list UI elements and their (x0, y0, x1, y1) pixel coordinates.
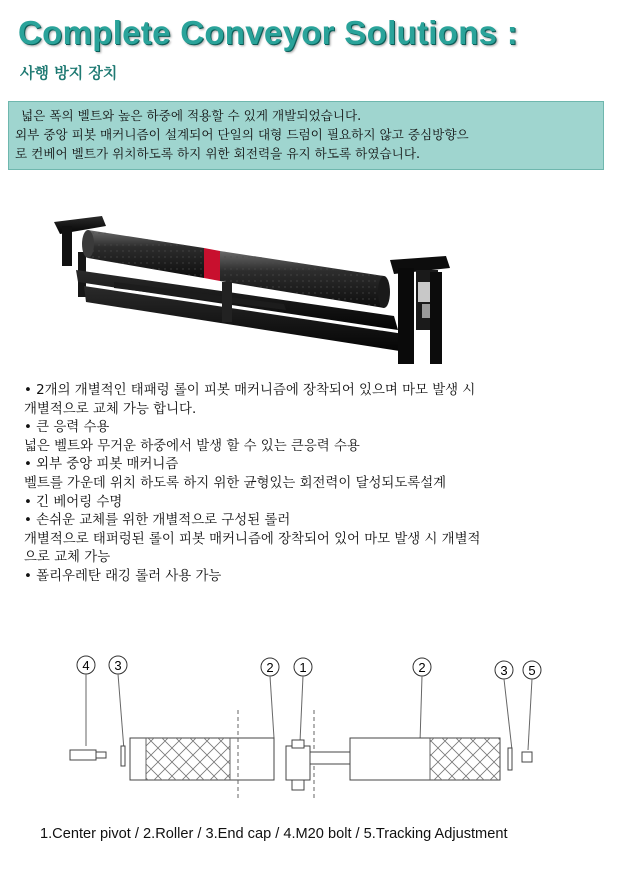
roller-center-band (204, 248, 220, 281)
pivot-post (222, 282, 232, 322)
feature-line: • 외부 중앙 피봇 매커니즘 (24, 457, 179, 473)
callout-2-left (261, 658, 279, 738)
callout-label: 5 (528, 663, 536, 678)
feature-line: 으로 교체 가능 (24, 550, 111, 566)
callout-5 (523, 661, 541, 750)
feature-line: • 큰 응력 수용 (24, 420, 110, 436)
feature-line: 개별적으로 태퍼렁된 롤이 피봇 매커니즘에 장착되어 있어 마모 발생 시 개별적 (24, 531, 481, 547)
feature-line: • 긴 베어링 수명 (24, 494, 123, 510)
page-subtitle: 사행 방지 장치 (20, 64, 118, 82)
callout-4 (77, 656, 95, 746)
end-cap-left (121, 746, 125, 766)
callout-label: 2 (266, 660, 274, 675)
roller-right (350, 738, 500, 780)
callout-3-left (109, 656, 127, 750)
callout-label: 4 (82, 658, 90, 673)
callout-label: 3 (114, 658, 122, 673)
feature-line: • 폴리우레탄 래깅 롤러 사용 가능 (24, 568, 222, 584)
m20-bolt (70, 750, 96, 760)
center-pivot (286, 740, 310, 790)
callout-3-right (495, 661, 513, 750)
roller-left (130, 738, 274, 780)
callout-2-right (413, 658, 431, 742)
callout-label: 2 (418, 660, 426, 675)
right-bracket (390, 256, 450, 364)
feature-line: 넓은 벨트와 무거운 하중에서 발생 할 수 있는 큰응력 수용 (24, 438, 360, 454)
feature-line: • 손쉬운 교체를 위한 개별적으로 구성된 롤러 (24, 513, 291, 529)
intro-line: 넓은 폭의 벨트와 높은 하중에 적용할 수 있게 개발되었습니다. (21, 108, 362, 123)
page-title: Complete Conveyor Solutions : (18, 14, 519, 51)
intro-line: 외부 중앙 피봇 매커니즘이 설계되어 단일의 대형 드럼이 필요하지 않고 중심방향으 (15, 127, 469, 142)
technical-diagram (60, 650, 560, 810)
callout-label: 3 (500, 663, 508, 678)
callout-label: 1 (299, 660, 307, 675)
callout-1 (294, 658, 312, 742)
feature-line: • 2개의 개별적인 태패렁 롤이 피봇 매커니즘에 장착되어 있으며 마모 발생 시 (24, 383, 476, 398)
feature-list (24, 382, 624, 587)
intro-line: 로 컨베어 벨트가 위치하도록 하지 위한 회전력을 유지 하도록 하였습니다. (15, 146, 420, 161)
diagram-caption: 1.Center pivot / 2.Roller / 3.End cap / 4.M20 bolt / 5.Tracking Adjustment (40, 826, 508, 842)
product-photo (54, 212, 454, 370)
feature-line: 벨트를 가운데 위치 하도록 하지 위한 균형있는 회전력이 달성되도록설계 (24, 475, 447, 491)
intro-box (8, 101, 604, 170)
tracking-adjustment (522, 752, 532, 762)
feature-line: 개별적으로 교체 가능 합니다. (24, 401, 197, 417)
end-cap-right (508, 748, 512, 770)
